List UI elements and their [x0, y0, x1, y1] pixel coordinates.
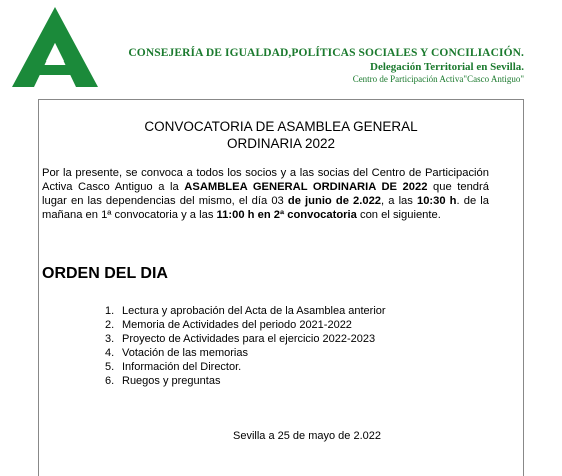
list-item-text: Proyecto de Actividades para el ejercicio 2022-2023 [122, 333, 376, 345]
junta-andalucia-logo-icon [6, 3, 104, 91]
list-item-text: Votación de las memorias [122, 347, 248, 359]
list-item [105, 304, 386, 318]
list-item [105, 346, 386, 360]
list-item [105, 318, 386, 332]
list-item-text: Información del Director. [122, 361, 242, 373]
list-item-number: 2. [105, 319, 115, 331]
list-item-number: 6. [105, 375, 115, 387]
list-item-text: Memoria de Actividades del periodo 2021-2022 [122, 319, 352, 331]
paragraph-text-run: que tendrá lugar en las dependencias del mismo, el día 03 [42, 181, 489, 207]
paragraph-text-run: . de la mañana en 1ª convocatoria y a las [42, 195, 489, 221]
list-item-number: 3. [105, 333, 115, 345]
paragraph-text-run: , a las [381, 195, 417, 207]
orden-del-dia-heading: ORDEN DEL DIA [42, 265, 168, 282]
document-title-line2: ORDINARIA 2022 [226, 136, 336, 151]
paragraph-bold-run: 10:30 h [416, 195, 457, 207]
paragraph-bold-run: de junio de 2.022 [287, 195, 382, 207]
signature-date: Sevilla a 25 de mayo de 2.022 [233, 430, 381, 442]
convocatoria-paragraph [42, 166, 489, 222]
list-item-text: Ruegos y preguntas [122, 375, 221, 387]
list-item-number: 4. [105, 347, 115, 359]
list-item-number: 5. [105, 361, 115, 373]
paragraph-text-run: con el siguiente. [356, 209, 441, 221]
list-item [105, 374, 386, 388]
list-item [105, 332, 386, 346]
document-frame [38, 99, 524, 476]
orden-del-dia-list [105, 304, 386, 388]
centro-title: Centro de Participación Activa"Casco Antiguo" [352, 74, 524, 84]
list-item-number: 1. [105, 305, 115, 317]
document-title-line1: CONVOCATORIA DE ASAMBLEA GENERAL [144, 119, 418, 134]
list-item-text: Lectura y aprobación del Acta de la Asamblea anterior [122, 305, 386, 317]
list-item [105, 360, 386, 374]
delegacion-title: Delegación Territorial en Sevilla. [370, 61, 524, 73]
header-block [128, 47, 524, 84]
paragraph-bold-run: 11:00 h en 2ª convocatoria [216, 209, 357, 221]
paragraph-bold-run: ASAMBLEA GENERAL ORDINARIA DE 2022 [184, 181, 428, 193]
paragraph-text-run: Por la presente, se convoca a todos los socios y a las socias del Centro de Participación Activa Casco Antiguo a la [42, 167, 489, 193]
consejeria-title: CONSEJERÍA DE IGUALDAD,POLÍTICAS SOCIALES Y CONCILIACIÓN. [128, 47, 524, 59]
